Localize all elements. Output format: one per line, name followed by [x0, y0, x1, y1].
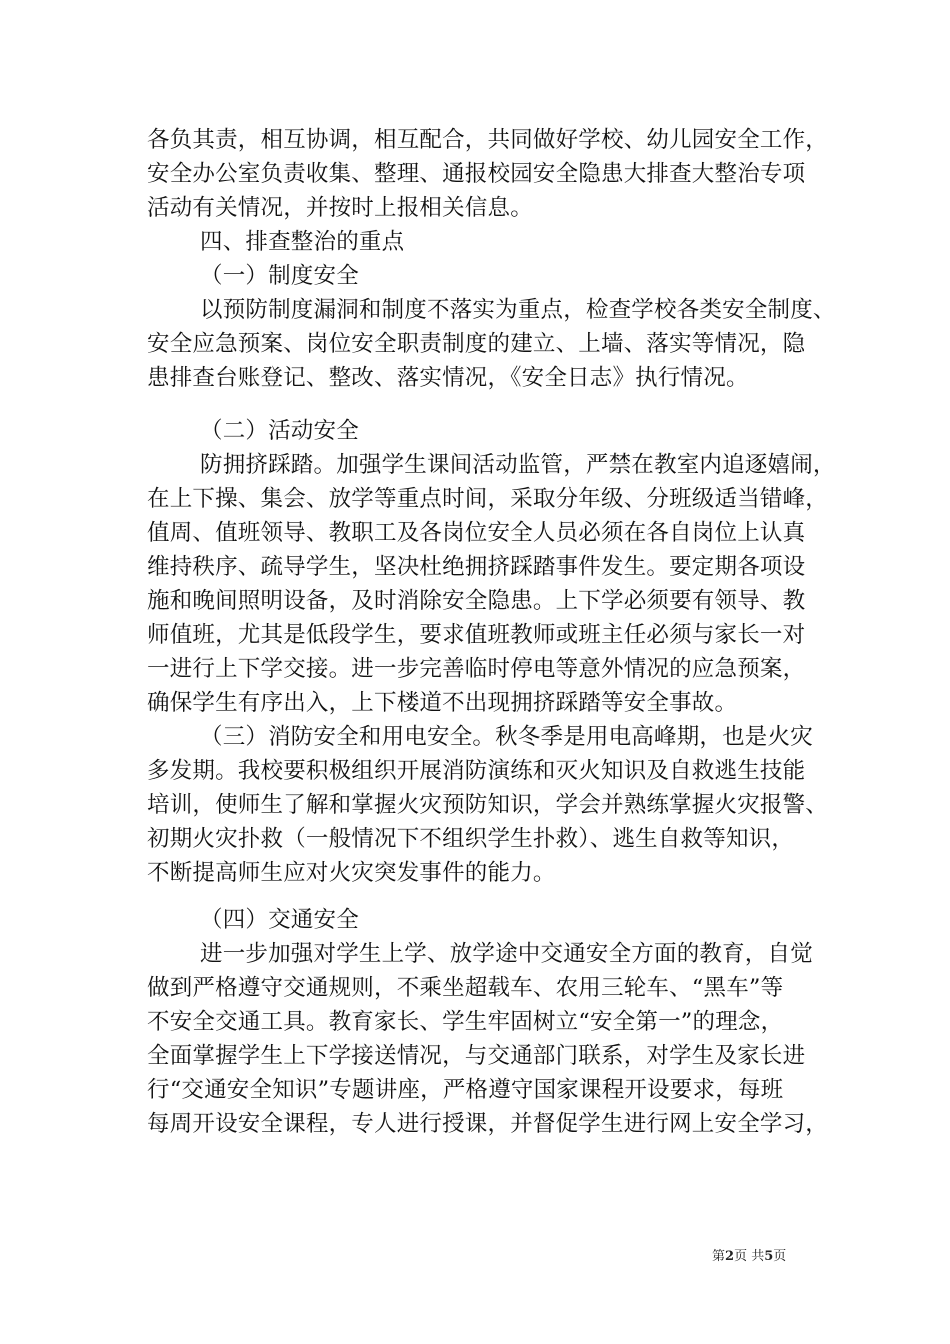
subsection-heading: （四）交通安全 [200, 907, 359, 933]
body-line: 安全办公室负责收集、整理、通报校园安全隐患大排查大整治专项 [147, 161, 806, 187]
body-line: 不安全交通工具。教育家长、学生牢固树立“安全第一”的理念， [147, 1009, 784, 1035]
body-line: 以预防制度漏洞和制度不落实为重点，检查学校各类安全制度、 [200, 297, 836, 323]
body-line: 维持秩序、疏导学生，坚决杜绝拥挤踩踏事件发生。要定期各项设 [147, 554, 806, 580]
body-line: 活动有关情况，并按时上报相关信息。 [147, 195, 533, 221]
body-line: 安全应急预案、岗位安全职责制度的建立、上墙、落实等情况，隐 [147, 331, 806, 357]
footer-prefix: 第 [712, 1249, 726, 1264]
total-page-number: 5 [764, 1249, 774, 1264]
subsection-heading: （二）活动安全 [200, 418, 359, 444]
body-line: 施和晚间照明设备，及时消除安全隐患。上下学必须要有领导、教 [147, 588, 806, 614]
body-line: 师值班，尤其是低段学生，要求值班教师或班主任必须与家长一对 [147, 622, 806, 648]
body-line: 确保学生有序出入，上下楼道不出现拥挤踩踏等安全事故。 [147, 690, 738, 716]
body-line: 在上下操、集会、放学等重点时间，采取分年级、分班级适当错峰， [147, 486, 829, 512]
body-line: 患排查台账登记、整改、落实情况，《安全日志》执行情况。 [147, 365, 749, 391]
body-line: 各负其责，相互协调，相互配合，共同做好学校、幼儿园安全工作， [147, 127, 829, 153]
body-line: 值周、值班领导、教职工及各岗位安全人员必须在各自岗位上认真 [147, 520, 806, 546]
body-line: 初期火灾扑救（一般情况下不组织学生扑救）、逃生自救等知识， [147, 826, 795, 852]
body-line: 多发期。我校要积极组织开展消防演练和灭火知识及自救逃生技能 [147, 758, 806, 784]
subsection-heading: （一）制度安全 [200, 263, 359, 289]
body-line: 不断提高师生应对火灾突发事件的能力。 [147, 860, 556, 886]
body-line: 行“交通安全知识”专题讲座，严格遵守国家课程开设要求，每班 [147, 1077, 784, 1103]
current-page-number: 2 [725, 1249, 735, 1264]
footer-middle: 页 共 [734, 1249, 765, 1264]
body-line: 全面掌握学生上下学接送情况，与交通部门联系，对学生及家长进 [147, 1043, 806, 1069]
page-number-footer [712, 1248, 786, 1266]
section-heading: 四、排查整治的重点 [200, 229, 405, 255]
body-line: 一进行上下学交接。进一步完善临时停电等意外情况的应急预案， [147, 656, 806, 682]
body-line: 培训，使师生了解和掌握火灾预防知识，学会并熟练掌握火灾报警、 [147, 792, 829, 818]
body-line: 做到严格遵守交通规则，不乘坐超载车、农用三轮车、“黑车”等 [147, 975, 784, 1001]
body-line: （三）消防安全和用电安全。秋冬季是用电高峰期，也是火灾 [200, 724, 813, 750]
body-line: 防拥挤踩踏。加强学生课间活动监管，严禁在教室内追逐嬉闹， [200, 452, 836, 478]
body-line: 进一步加强对学生上学、放学途中交通安全方面的教育，自觉 [200, 941, 813, 967]
body-line: 每周开设安全课程，专人进行授课，并督促学生进行网上安全学习， [147, 1111, 829, 1137]
footer-suffix: 页 [773, 1249, 787, 1264]
